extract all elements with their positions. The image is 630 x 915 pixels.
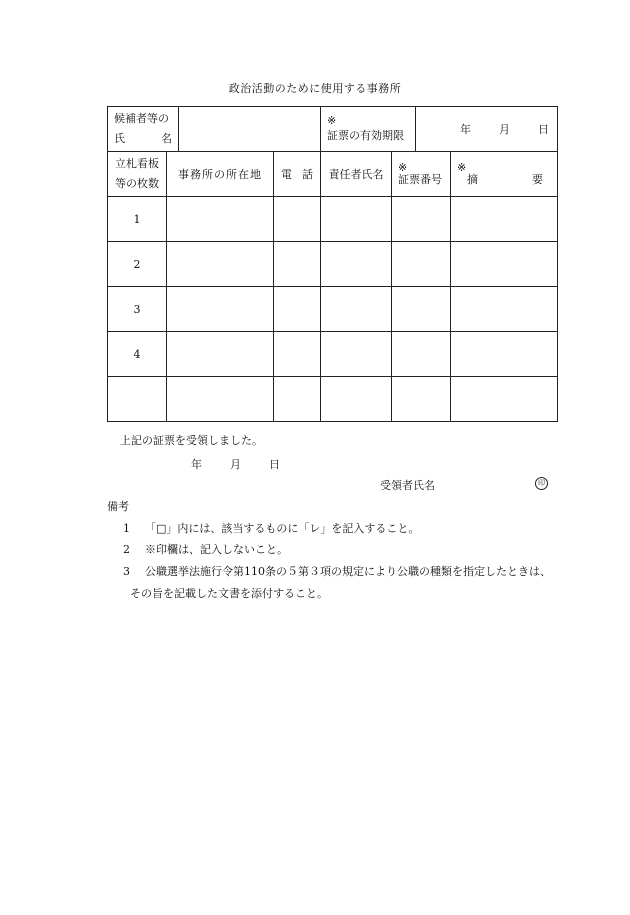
manager-cell[interactable] — [321, 377, 392, 422]
address-cell[interactable] — [167, 377, 274, 422]
col-sign-count: 立札看板 等の枚数 — [108, 152, 167, 197]
summary-cell[interactable] — [451, 332, 558, 377]
telephone-cell[interactable] — [274, 197, 321, 242]
telephone-cell[interactable] — [274, 287, 321, 332]
mark-symbol: ※ — [457, 160, 467, 174]
row-number[interactable] — [108, 377, 167, 422]
certificate-cell[interactable] — [392, 377, 451, 422]
table-row — [108, 197, 558, 242]
certificate-cell[interactable] — [392, 242, 451, 287]
receipt-date[interactable]: 年 月 日 — [191, 458, 280, 471]
certificate-term-label: ※ 証票の有効期限 — [321, 107, 416, 152]
summary-cell[interactable] — [451, 242, 558, 287]
address-cell[interactable] — [167, 332, 274, 377]
address-cell[interactable] — [167, 287, 274, 332]
mark-symbol: ※ — [398, 160, 408, 174]
manager-cell[interactable] — [321, 287, 392, 332]
col-telephone: 電 話 — [274, 152, 321, 197]
address-cell[interactable] — [167, 242, 274, 287]
receipt-statement: 上記の証票を受領しました。 — [120, 434, 263, 447]
col-office-address: 事務所の所在地 — [167, 152, 274, 197]
remarks-heading: 備考 — [107, 500, 129, 513]
certificate-cell[interactable] — [392, 197, 451, 242]
address-cell[interactable] — [167, 197, 274, 242]
col-certificate-number: ※ 証票番号 — [392, 152, 451, 197]
document-title: 政治活動のために使用する事務所 — [228, 82, 402, 95]
manager-cell[interactable] — [321, 242, 392, 287]
remark-item: 1 「□」内には、該当するものに「レ」を記入すること。 — [123, 522, 420, 535]
summary-cell[interactable] — [451, 197, 558, 242]
candidate-name-label: 候補者等の 氏 名 — [108, 107, 179, 152]
certificate-cell[interactable] — [392, 287, 451, 332]
col-manager-name: 責任者氏名 — [321, 152, 392, 197]
telephone-cell[interactable] — [274, 332, 321, 377]
row-number: 2 — [108, 242, 167, 287]
candidate-name-field[interactable] — [179, 107, 321, 152]
remark-item: 3 公職選挙法施行令第110条の５第３項の規定により公職の種類を指定したときは、 — [123, 565, 551, 578]
manager-cell[interactable] — [321, 197, 392, 242]
telephone-cell[interactable] — [274, 377, 321, 422]
office-table — [107, 151, 558, 422]
remark-item: 2 ※印欄は、記入しないこと。 — [123, 543, 288, 556]
mark-symbol: ※ — [327, 113, 337, 127]
table-header-row — [108, 152, 558, 197]
row-number: 4 — [108, 332, 167, 377]
table-row — [108, 242, 558, 287]
table-row — [108, 287, 558, 332]
seal-icon: 印 — [535, 477, 548, 490]
col-summary: ※ 摘 要 — [451, 152, 558, 197]
row-number: 3 — [108, 287, 167, 332]
candidate-header-table — [107, 106, 558, 152]
table-row — [108, 332, 558, 377]
telephone-cell[interactable] — [274, 242, 321, 287]
remark-item-continuation: その旨を記載した文書を添付すること。 — [130, 587, 328, 600]
summary-cell[interactable] — [451, 377, 558, 422]
certificate-term-date-field[interactable]: 年 月 日 — [416, 107, 558, 152]
manager-cell[interactable] — [321, 332, 392, 377]
table-row — [108, 377, 558, 422]
row-number: 1 — [108, 197, 167, 242]
summary-cell[interactable] — [451, 287, 558, 332]
certificate-cell[interactable] — [392, 332, 451, 377]
recipient-name-label: 受領者氏名 — [380, 479, 435, 492]
